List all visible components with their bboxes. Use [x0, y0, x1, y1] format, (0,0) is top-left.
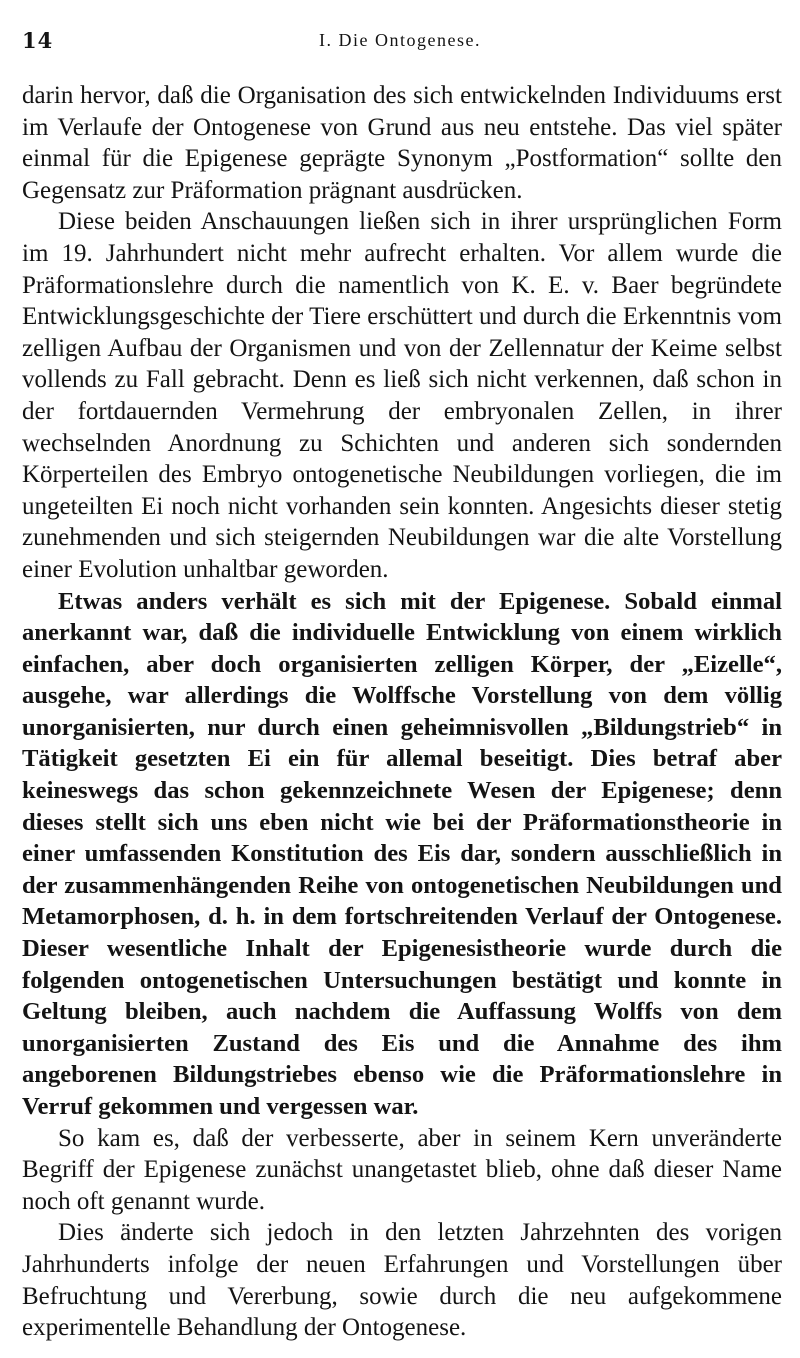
paragraph-2: Diese beiden Anschauungen ließen sich in ihrer ursprünglichen Form im 19. Jahrhundert nicht mehr aufrecht erhalten. Vor allem wurde die Präformationslehre durch die namentlich von K. E. v. Baer begründete Entwicklungsgeschichte der Tiere erschüttert und durch die Erkenntnis vom zelligen Aufbau der Organismen und von der Zellennatur der Keime selbst vollends zu Fall gebracht. Denn es ließ sich nicht verkennen, daß schon in der fortdauernden Vermehrung der embryonalen Zellen, in ihrer wechselnden Anordnung zu Schichten und anderen sich sondernden Körperteilen des Embryo ontogenetische Neubildungen vorliegen, die im ungeteilten Ei noch nicht vorhanden sein konnten. Angesichts dieser stetig zunehmenden und sich steigernden Neubildungen war die alte Vorstellung einer Evolution unhaltbar geworden.	[22, 208, 782, 583]
paragraph-4: So kam es, daß der verbesserte, aber in seinem Kern unveränderte Begriff der Epigenese zunächst unangetastet blieb, ohne daß dieser Name noch oft genannt wurde.	[22, 1124, 782, 1215]
paragraph-5: Dies änderte sich jedoch in den letzten Jahrzehnten des vorigen Jahrhunderts infolge der neuen Erfahrungen und Vorstellungen über Befruchtung und Vererbung, sowie durch die neu aufgekommene experimentelle Behandlung der Ontogenese.	[22, 1219, 782, 1342]
page-number: 14	[22, 28, 54, 53]
chapter-title: I. Die Ontogenese.	[319, 30, 481, 50]
body-text	[22, 80, 782, 1344]
paragraph-3: Etwas anders verhält es sich mit der Epigenese. Sobald einmal anerkannt war, daß die individuelle Entwicklung von einem wirklich einfachen, aber doch organisierten zelligen Körper, der „Eizelle“, ausgehe, war allerdings die Wolffsche Vorstellung von dem völlig unorganisierten, nur durch einen geheimnisvollen „Bildungstrieb“ in Tätigkeit gesetzten Ei ein für allemal beseitigt. Dies betraf aber keineswegs das schon gekennzeichnete Wesen der Epigenese; denn dieses stellt sich uns eben nicht wie bei der Präformationstheorie in einer umfassenden Konstitution des Eis dar, sondern ausschließlich in der zusammenhängenden Reihe von ontogenetischen Neubildungen und Metamorphosen, d. h. in dem fortschreitenden Verlauf der Ontogenese. Dieser wesentliche Inhalt der Epigenesistheorie wurde durch die folgenden ontogenetischen Untersuchungen bestätigt und konnte in Geltung bleiben, auch nachdem die Auffassung Wolffs von dem unorganisierten Zustand des Eis und die Annahme des ihm angeborenen Bildungstriebes ebenso wie die Präformationslehre in Verruf gekommen und vergessen war.	[22, 587, 782, 1120]
paragraph-1: darin hervor, daß die Organisation des sich entwickelnden Individuums erst im Verlaufe der Ontogenese von Grund aus neu entstehe. Das viel später einmal für die Epigenese geprägte Synonym „Postformation“ sollte den Gegensatz zur Präformation prägnant ausdrücken.	[22, 82, 782, 204]
running-head	[22, 28, 778, 58]
